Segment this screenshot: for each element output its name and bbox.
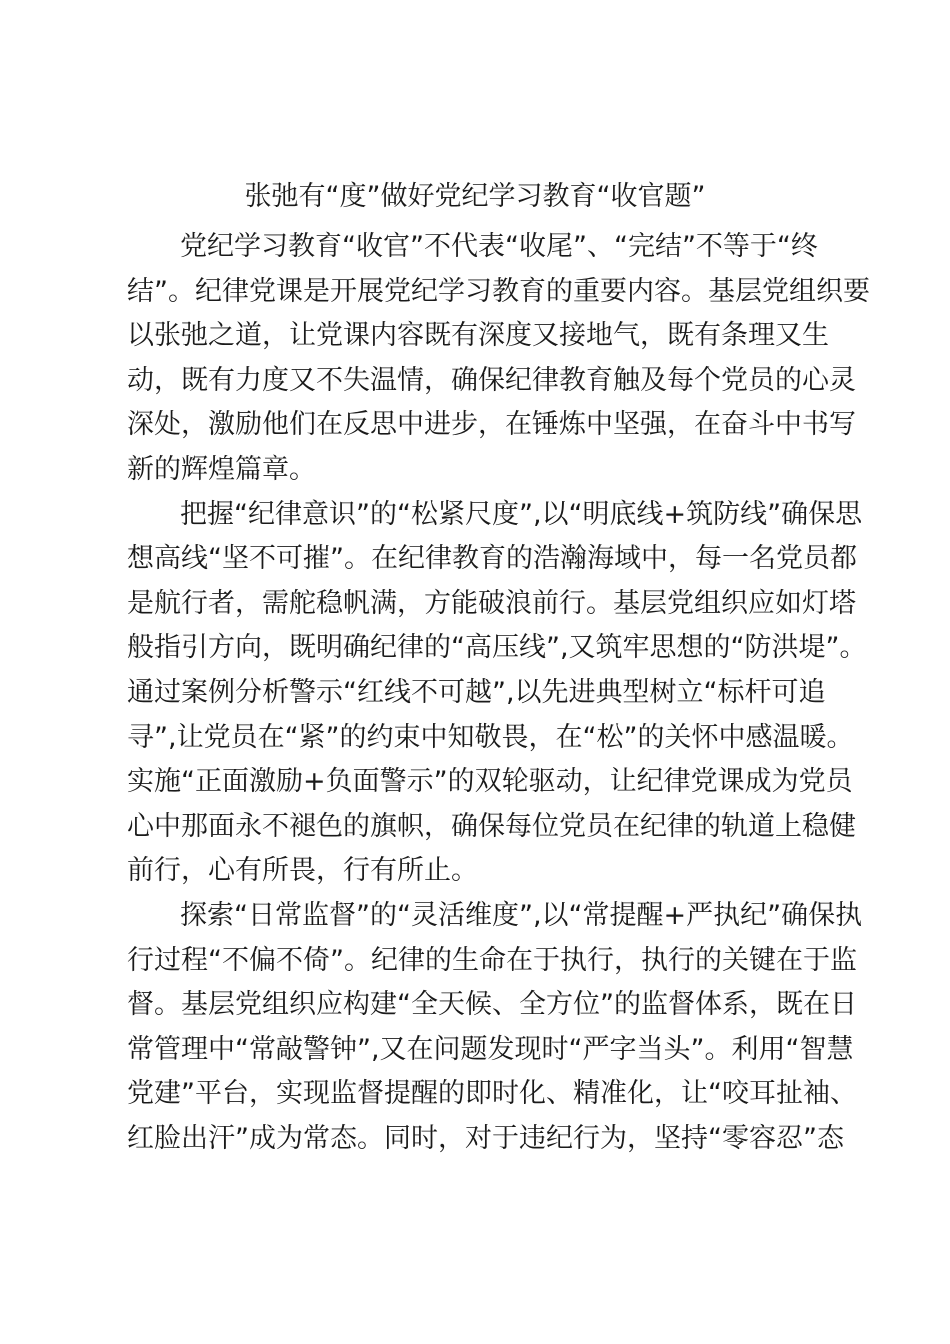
paragraph-line: 寻”,让党员在“紧”的约束中知敬畏，在“松”的关怀中感温暖。	[127, 721, 854, 753]
paragraph-line: 深处，激励他们在反思中进步，在锤炼中坚强，在奋斗中书写	[127, 409, 856, 441]
document-title: 张弛有“度”做好党纪学习教育“收官题”	[244, 181, 706, 212]
paragraph-line: 把握“纪律意识”的“松紧尺度”,以“明底线+筑防线”确保思	[180, 498, 863, 530]
paragraph-line: 党纪学习教育“收官”不代表“收尾”、“完结”不等于“终	[180, 231, 818, 262]
paragraph-line: 党建”平台，实现监督提醒的即时化、精准化，让“咬耳扯袖、	[127, 1078, 857, 1110]
paragraph-line: 常管理中“常敲警钟”,又在问题发现时“严字当头”。利用“智慧	[127, 1033, 854, 1065]
paragraph-3	[127, 894, 863, 1162]
document-body	[127, 225, 870, 1161]
paragraph-2	[127, 493, 867, 894]
paragraph-line: 通过案例分析警示“红线不可越”,以先进典型树立“标杆可追	[127, 676, 826, 708]
paragraph-line: 督。基层党组织应构建“全天候、全方位”的监督体系，既在日	[127, 989, 857, 1021]
paragraph-1	[127, 225, 870, 493]
paragraph-line: 行过程“不偏不倚”。纪律的生命在于执行，执行的关键在于监	[127, 944, 857, 976]
paragraph-line: 新的辉煌篇章。	[127, 453, 316, 485]
paragraph-line: 般指引方向，既明确纪律的“高压线”,又筑牢思想的“防洪堤”。	[127, 632, 867, 664]
paragraph-line: 想高线“坚不可摧”。在纪律教育的浩瀚海域中，每一名党员都	[127, 543, 857, 575]
paragraph-line: 结”。纪律党课是开展党纪学习教育的重要内容。基层党组织要	[127, 275, 870, 307]
paragraph-line: 前行，心有所畏，行有所止。	[127, 855, 478, 887]
paragraph-line: 心中那面永不褪色的旗帜，确保每位党员在纪律的轨道上稳健	[127, 810, 856, 842]
paragraph-line: 以张弛之道，让党课内容既有深度又接地气，既有条理又生	[127, 320, 829, 352]
paragraph-line: 动，既有力度又不失温情，确保纪律教育触及每个党员的心灵	[127, 364, 856, 396]
paragraph-line: 探索“日常监督”的“灵活维度”,以“常提醒+严执纪”确保执	[180, 899, 863, 931]
paragraph-line: 是航行者，需舵稳帆满，方能破浪前行。基层党组织应如灯塔	[127, 587, 856, 619]
paragraph-line: 红脸出汗”成为常态。同时，对于违纪行为，坚持“零容忍”态	[127, 1122, 844, 1154]
paragraph-line: 实施“正面激励+负面警示”的双轮驱动，让纪律党课成为党员	[127, 766, 853, 798]
